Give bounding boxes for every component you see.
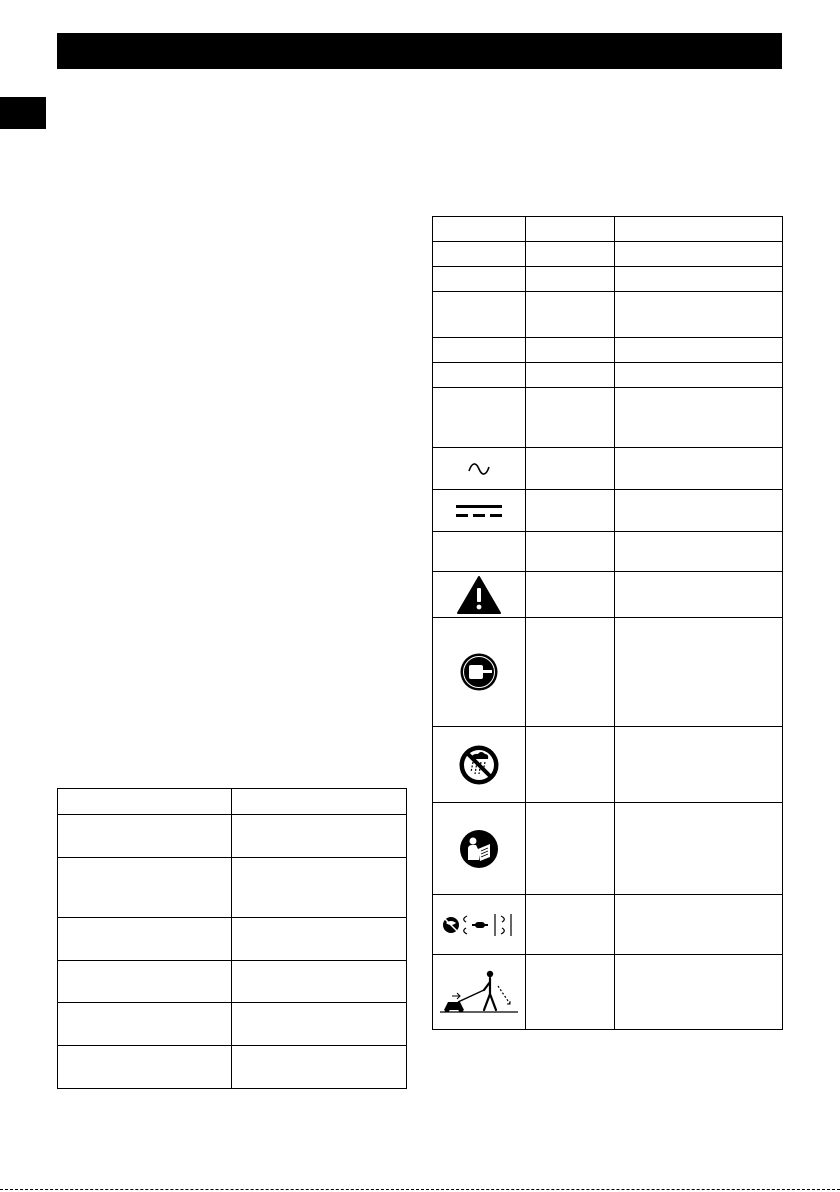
table-row <box>433 363 783 388</box>
left-table <box>57 788 407 1089</box>
table-cell <box>526 388 615 448</box>
table-cell <box>615 955 783 1030</box>
table-row <box>58 858 407 918</box>
table-row <box>58 1046 407 1089</box>
table-row <box>58 961 407 1003</box>
table-cell <box>526 803 615 895</box>
table-cell <box>615 363 783 388</box>
table-cell <box>232 1046 407 1089</box>
table-cell <box>526 490 615 532</box>
table-cell <box>526 955 615 1030</box>
table-cell <box>433 448 526 490</box>
table-cell <box>615 217 783 242</box>
table-cell <box>433 532 526 572</box>
table-cell <box>526 532 615 572</box>
table-row <box>433 267 783 292</box>
table-cell <box>526 338 615 363</box>
table-cell <box>433 338 526 363</box>
table-row <box>433 292 783 338</box>
table-cell <box>58 918 232 961</box>
table-cell <box>526 217 615 242</box>
section-header-bar <box>57 33 782 69</box>
table-cell <box>232 961 407 1003</box>
table-cell <box>615 727 783 803</box>
table-row <box>58 918 407 961</box>
no-rain-exposure-icon <box>458 744 500 786</box>
table-cell <box>526 292 615 338</box>
table-header-row <box>433 217 783 242</box>
table-cell <box>615 242 783 267</box>
eye-protection-icon <box>459 652 499 692</box>
table-cell <box>526 618 615 727</box>
table-cell <box>526 267 615 292</box>
table-row <box>433 955 783 1030</box>
table-row <box>433 338 783 363</box>
table-cell <box>433 267 526 292</box>
table-cell <box>615 895 783 955</box>
table-cell <box>58 1046 232 1089</box>
table-cell <box>433 618 526 727</box>
table-cell <box>526 448 615 490</box>
table-cell <box>615 803 783 895</box>
alternating-current-icon <box>466 459 492 479</box>
table-cell <box>433 388 526 448</box>
table-cell <box>615 572 783 618</box>
symbols-table <box>432 216 783 1030</box>
table-row <box>433 727 783 803</box>
language-tab <box>0 97 46 129</box>
table-cell <box>58 1003 232 1046</box>
table-cell <box>58 815 232 858</box>
table-cell <box>58 858 232 918</box>
table-cell <box>615 267 783 292</box>
table-cell <box>232 918 407 961</box>
table-row <box>433 618 783 727</box>
table-row <box>58 815 407 858</box>
table-row <box>433 242 783 267</box>
table-cell <box>615 338 783 363</box>
keep-distance-mower-icon <box>438 964 520 1020</box>
table-cell <box>433 363 526 388</box>
table-row <box>433 448 783 490</box>
table-cell <box>433 803 526 895</box>
table-row <box>433 532 783 572</box>
table-cell <box>433 727 526 803</box>
table-row <box>433 490 783 532</box>
table-cell <box>232 789 407 815</box>
table-cell <box>232 1003 407 1046</box>
read-manual-icon <box>459 829 499 869</box>
table-row <box>433 803 783 895</box>
table-cell <box>615 448 783 490</box>
table-cell <box>433 490 526 532</box>
table-row <box>433 572 783 618</box>
table-cell <box>615 532 783 572</box>
blade-rotation-stop-icon <box>439 910 519 940</box>
table-header-row <box>58 789 407 815</box>
table-cell <box>615 618 783 727</box>
table-cell <box>615 388 783 448</box>
table-cell <box>615 490 783 532</box>
table-cell <box>526 363 615 388</box>
table-row <box>433 388 783 448</box>
table-cell <box>58 789 232 815</box>
table-cell <box>232 858 407 918</box>
direct-current-icon <box>455 500 503 522</box>
table-cell <box>526 727 615 803</box>
table-cell <box>526 895 615 955</box>
table-cell <box>433 572 526 618</box>
table-cell <box>615 292 783 338</box>
table-cell <box>526 242 615 267</box>
table-cell <box>433 955 526 1030</box>
table-cell <box>232 815 407 858</box>
warning-triangle-icon <box>456 575 502 615</box>
table-cell <box>433 242 526 267</box>
table-row <box>58 1003 407 1046</box>
page-edge-rule <box>0 1189 840 1190</box>
table-cell <box>526 572 615 618</box>
table-cell <box>433 292 526 338</box>
table-cell <box>433 217 526 242</box>
table-cell <box>433 895 526 955</box>
table-row <box>433 895 783 955</box>
table-cell <box>58 961 232 1003</box>
